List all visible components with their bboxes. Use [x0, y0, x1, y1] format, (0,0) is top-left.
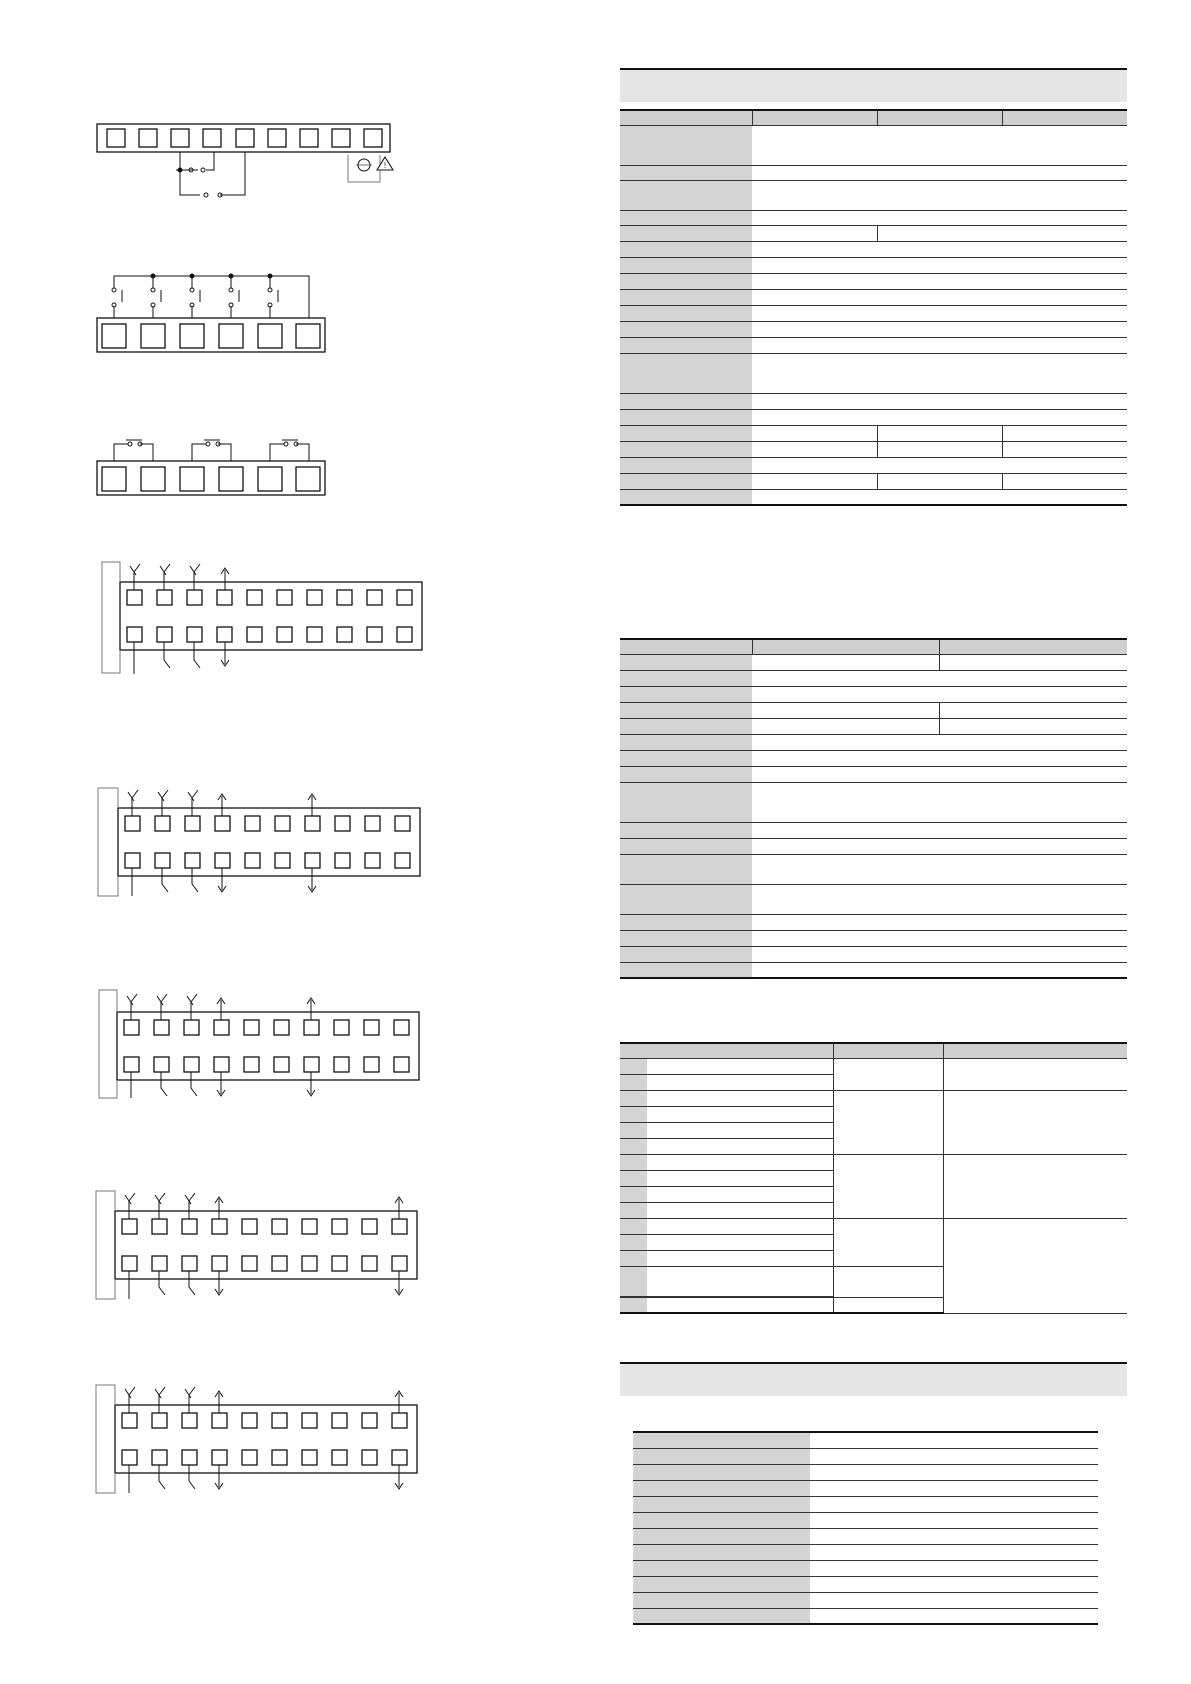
table-row-value — [752, 321, 1127, 337]
diagram-6-terminal-common-bus — [97, 274, 325, 353]
table-row-label — [620, 441, 752, 457]
spec-table-4 — [633, 1431, 1098, 1625]
table-header-cell — [752, 639, 939, 654]
table-row-label — [620, 686, 752, 702]
table-row-label — [620, 884, 752, 914]
table-row-label — [620, 718, 752, 734]
table-row-value — [752, 425, 877, 441]
table-row-value — [810, 1560, 1098, 1576]
table-row-label — [620, 946, 752, 962]
table-row-label — [620, 409, 752, 425]
table-group-value — [833, 1090, 943, 1154]
table-group-value — [943, 1090, 1127, 1154]
table-row-index — [620, 1266, 647, 1296]
table-row-label — [633, 1480, 810, 1496]
table-row-value — [1002, 425, 1127, 441]
diagram-9-terminal-strip — [97, 124, 393, 197]
table-row-value — [877, 441, 1002, 457]
table-row-label — [620, 125, 752, 165]
table-row-label — [620, 750, 752, 766]
table-row-label — [620, 425, 752, 441]
table-group-value — [833, 1218, 943, 1266]
table-header-cell — [752, 110, 877, 125]
table-row-label — [620, 210, 752, 225]
table-row-label — [620, 489, 752, 505]
table-header-cell — [620, 110, 752, 125]
table-row-value — [1002, 473, 1127, 489]
table-row-label — [620, 225, 752, 241]
table-row-label — [620, 257, 752, 273]
table-row-value — [752, 946, 1127, 962]
table-row-value — [810, 1528, 1098, 1544]
table-row-label — [620, 654, 752, 670]
table-group-value — [833, 1266, 943, 1297]
spec-table-2 — [620, 638, 1127, 979]
table-header-cell — [620, 1043, 833, 1058]
table-row-label — [633, 1608, 810, 1624]
table-row-label — [620, 305, 752, 321]
table-row-value — [752, 353, 1127, 393]
diagram-dual-row-connector-4 — [96, 1191, 417, 1299]
table-row-value — [752, 782, 1127, 822]
table-row-label — [620, 473, 752, 489]
table-row-value — [647, 1106, 833, 1122]
table-row-label — [633, 1512, 810, 1528]
table-row-index — [620, 1074, 647, 1090]
table-row-value — [752, 241, 1127, 257]
table-row-value — [833, 1297, 943, 1313]
table-row-value — [810, 1592, 1098, 1608]
diagram-dual-row-connector-1 — [102, 562, 422, 674]
table-row-index — [620, 1218, 647, 1234]
table-row-label — [620, 914, 752, 930]
table-row-index — [620, 1122, 647, 1138]
table-row-value — [752, 702, 939, 718]
table-row-label — [620, 838, 752, 854]
table-row-value — [752, 822, 1127, 838]
table-row-value — [752, 225, 877, 241]
table-row-label — [633, 1592, 810, 1608]
table-row-label — [633, 1448, 810, 1464]
table-row-value — [647, 1122, 833, 1138]
spec-table-3 — [620, 1042, 1127, 1314]
table-row-label — [620, 180, 752, 210]
table-row-value — [810, 1544, 1098, 1560]
table-row-value — [810, 1608, 1098, 1624]
table-row-label — [620, 670, 752, 686]
table-row-value — [752, 289, 1127, 305]
table-row-value — [752, 489, 1127, 505]
spec-table-1 — [620, 109, 1127, 506]
table-row-value — [810, 1480, 1098, 1496]
table-row-value — [752, 257, 1127, 273]
table-row-label — [620, 321, 752, 337]
table-row-value — [752, 962, 1127, 978]
table-row-index — [620, 1170, 647, 1186]
table-row-value — [939, 718, 1127, 734]
table-row-value — [752, 838, 1127, 854]
table-row-value — [752, 686, 1127, 702]
table-row-value — [810, 1576, 1098, 1592]
table-group-value — [833, 1154, 943, 1218]
table-row-value — [810, 1512, 1098, 1528]
table-row-value — [752, 409, 1127, 425]
table-header-cell — [877, 110, 1002, 125]
diagram-dual-row-connector-2 — [98, 788, 420, 896]
table-row-value — [752, 766, 1127, 782]
table-row-label — [620, 962, 752, 978]
table-row-label — [620, 337, 752, 353]
table-row-label — [633, 1496, 810, 1512]
table-row-value — [939, 702, 1127, 718]
table-row-label — [620, 273, 752, 289]
table-row-value — [810, 1464, 1098, 1480]
table-row-value — [647, 1170, 833, 1186]
table-row-value — [752, 273, 1127, 289]
table-row-label — [633, 1560, 810, 1576]
table-row-value — [647, 1266, 833, 1296]
table-group-value — [943, 1154, 1127, 1218]
table-row-value — [752, 180, 1127, 210]
table-row-label — [620, 702, 752, 718]
table-row-value — [647, 1186, 833, 1202]
table-row-label — [620, 353, 752, 393]
table-row-value — [752, 337, 1127, 353]
table-row-label — [620, 930, 752, 946]
table-row-value — [647, 1090, 833, 1106]
table-row-value — [752, 165, 1127, 180]
table-row-value — [877, 425, 1002, 441]
table-row-value — [1002, 441, 1127, 457]
svg-text:!: ! — [383, 161, 387, 170]
table-row-value — [647, 1218, 833, 1234]
table-row-value — [752, 914, 1127, 930]
table-row-value — [752, 718, 939, 734]
table-row-value — [752, 441, 877, 457]
table-row-label — [620, 289, 752, 305]
table-row-value — [647, 1074, 833, 1090]
table-row-label — [620, 822, 752, 838]
table-row-value — [752, 654, 939, 670]
table-row-value — [752, 393, 1127, 409]
table-row-index — [620, 1202, 647, 1218]
table-row-label — [620, 766, 752, 782]
table-header-cell — [833, 1043, 943, 1058]
table-row-value — [752, 305, 1127, 321]
table-row-value — [810, 1432, 1098, 1448]
table-row-label — [620, 241, 752, 257]
table-row-value — [752, 670, 1127, 686]
table-row-label — [620, 734, 752, 750]
table-group-value — [943, 1058, 1127, 1090]
table-row-label — [620, 393, 752, 409]
table-row-index — [620, 1234, 647, 1250]
table-row-value — [647, 1297, 833, 1313]
diagram-dual-row-connector-5 — [96, 1385, 417, 1493]
table-row-value — [752, 125, 1127, 165]
table-row-label — [633, 1544, 810, 1560]
table-row-label — [620, 782, 752, 822]
table-row-value — [752, 473, 877, 489]
table-row-value — [647, 1234, 833, 1250]
table-row-label — [620, 165, 752, 180]
table-row-value — [752, 930, 1127, 946]
table-row-value — [752, 854, 1127, 884]
table-row-value — [752, 884, 1127, 914]
table-group-value — [943, 1218, 1127, 1313]
table-row-value — [752, 734, 1127, 750]
table-row-index — [620, 1250, 647, 1266]
table-row-label — [633, 1432, 810, 1448]
table-row-value — [810, 1448, 1098, 1464]
table-row-value — [647, 1250, 833, 1266]
table-row-label — [633, 1576, 810, 1592]
table-row-index — [620, 1138, 647, 1154]
table-row-label — [620, 854, 752, 884]
table-row-index — [620, 1186, 647, 1202]
table-row-index — [620, 1106, 647, 1122]
diagram-dual-row-connector-3 — [99, 990, 419, 1098]
table-row-value — [810, 1496, 1098, 1512]
table-row-label — [633, 1528, 810, 1544]
table-header-cell — [620, 639, 752, 654]
table-row-value — [877, 473, 1002, 489]
table-row-label — [633, 1464, 810, 1480]
table-row-index — [620, 1297, 647, 1313]
table-row-index — [620, 1154, 647, 1170]
table-header-cell — [943, 1043, 1127, 1058]
table-header-cell — [939, 639, 1127, 654]
table-row-value — [647, 1154, 833, 1170]
table-row-value — [752, 457, 1127, 473]
table-row-index — [620, 1090, 647, 1106]
table-row-label — [620, 457, 752, 473]
table-row-index — [620, 1058, 647, 1074]
table-row-value — [877, 225, 1127, 241]
table-row-value — [647, 1058, 833, 1074]
table-row-value — [939, 654, 1127, 670]
table-row-value — [752, 210, 1127, 225]
section-header-top — [620, 68, 1127, 102]
table-row-value — [752, 750, 1127, 766]
table-header-cell — [1002, 110, 1127, 125]
diagram-6-terminal-paired-switches — [97, 440, 325, 495]
section-header-bottom — [620, 1362, 1127, 1396]
table-group-value — [833, 1058, 943, 1090]
table-row-value — [647, 1202, 833, 1218]
table-row-value — [647, 1138, 833, 1154]
